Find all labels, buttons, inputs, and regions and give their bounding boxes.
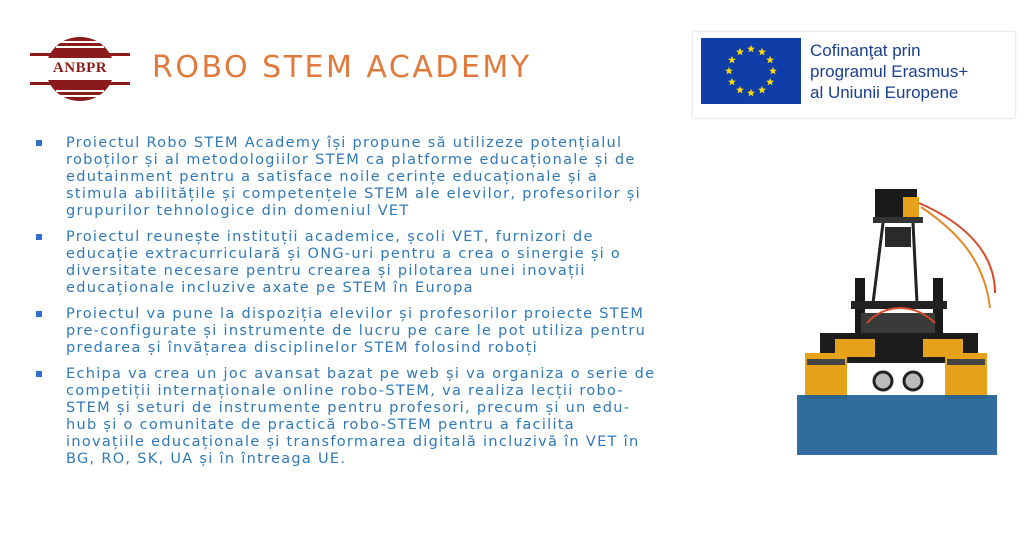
list-item <box>36 229 716 297</box>
list-item <box>36 366 716 468</box>
bullet-text: Proiectul reunește instituții academice, școli VET, furnizori de educație extracurriculară și ONG-uri pentru a crea o sinergie și o diversitate necesare pentru crearea și pilotarea unei inovații educaționale incluzive axate pe STEM în Europa <box>66 229 622 296</box>
logo-text: ANBPR <box>52 60 108 76</box>
bullet-text: Proiectul Robo STEM Academy își propune să utilizeze potențialul roboților și al metodologiilor STEM ca platforme educaționale și de edutainment pentru a satisface noile cerințe educaționale și a stimula abilitățile și competențele STEM ale elevilor, profesorilor și grupurilor tehnologice din domeniul VET <box>66 135 641 219</box>
eu-text-line: Cofinanţat prin <box>810 41 921 60</box>
list-item <box>36 306 716 357</box>
bullet-marker-icon <box>36 371 42 377</box>
robot-image <box>795 183 998 456</box>
bullet-list <box>36 135 716 477</box>
bullet-marker-icon <box>36 140 42 146</box>
robot-illustration <box>795 183 998 456</box>
list-item <box>36 135 716 220</box>
anbpr-logo <box>30 33 130 105</box>
eu-flag-icon <box>701 38 801 104</box>
bullet-text: Echipa va crea un joc avansat bazat pe web și va organiza o serie de competiții internaționale online robo-STEM, va realiza lecții robo- STEM și seturi de instrumente pentru profesori, precum și un edu- hub și o comunitate de practică robo-STEM pentru a facilita inovațiile educaționale și transformarea digitală incluzivă în VET în BG, RO, SK, UA și în întreaga UE. <box>66 366 656 467</box>
bullet-marker-icon <box>36 234 42 240</box>
eu-text-line: al Uniunii Europene <box>810 83 959 102</box>
eu-cofunding-banner <box>693 32 1015 118</box>
page-title: ROBO STEM ACADEMY <box>152 50 532 85</box>
bullet-marker-icon <box>36 311 42 317</box>
eu-cofunding-text <box>810 40 968 103</box>
eu-text-line: programul Erasmus+ <box>810 62 969 81</box>
bullet-text: Proiectul va pune la dispoziția elevilor și profesorilor proiecte STEM pre-configurate și instrumente de lucru pe care le pot utiliza pentru predarea și învățarea disciplinelor STEM folosind roboți <box>66 306 647 356</box>
